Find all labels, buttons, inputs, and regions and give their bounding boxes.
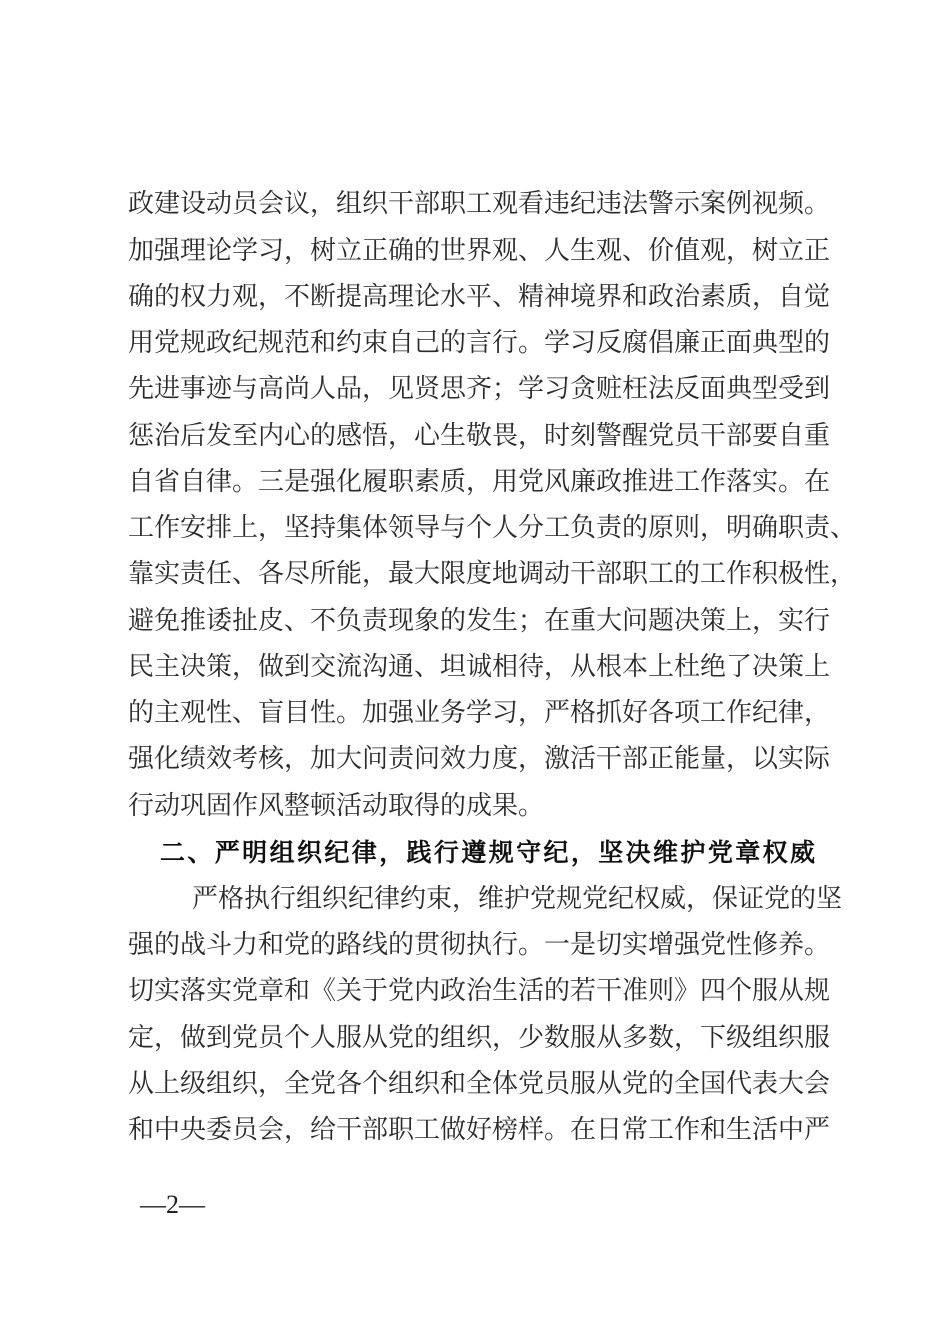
text-line: 政建设动员会议，组织干部职工观看违纪违法警示案例视频。 [128, 189, 831, 218]
text-line: 强化绩效考核，加大问责问效力度，激活干部正能量，以实际 [128, 744, 831, 773]
text-line: 行动巩固作风整顿活动取得的成果。 [128, 791, 545, 820]
text-line: 严格执行组织纪律约束，维护党规党纪权威，保证党的坚 [192, 884, 843, 913]
text-line: 和中央委员会，给干部职工做好榜样。在日常工作和生活中严 [128, 1115, 831, 1144]
text-line: 加强理论学习，树立正确的世界观、人生观、价值观，树立正 [128, 236, 831, 265]
text-line: 定，做到党员个人服从党的组织，少数服从多数，下级组织服 [128, 1023, 831, 1052]
text-line: 惩治后发至内心的感悟，心生敬畏，时刻警醒党员干部要自重 [128, 421, 831, 450]
text-line: 靠实责任、各尽所能，最大限度地调动干部职工的工作积极性， [128, 559, 857, 588]
text-line: 先进事迹与高尚人品，见贤思齐；学习贪赃枉法反面典型受到 [128, 374, 831, 403]
text-line: 切实落实党章和《关于党内政治生活的若干准则》四个服从规 [128, 976, 831, 1005]
text-line: 自省自律。三是强化履职素质，用党风廉政推进工作落实。在 [128, 467, 831, 496]
section-heading: 二、严明组织纪律，践行遵规守纪，坚决维护党章权威 [160, 838, 815, 867]
text-line: 确的权力观，不断提高理论水平、精神境界和政治素质，自觉 [128, 282, 831, 311]
text-line: 从上级组织，全党各个组织和全体党员服从党的全国代表大会 [128, 1069, 831, 1098]
text-line: 工作安排上，坚持集体领导与个人分工负责的原则，明确职责、 [128, 513, 857, 542]
text-line: 强的战斗力和党的路线的贯彻执行。一是切实增强党性修养。 [128, 930, 831, 959]
page-number: —2— [140, 1190, 205, 1219]
text-line: 民主决策，做到交流沟通、坦诚相待，从根本上杜绝了决策上 [128, 652, 831, 681]
text-line: 避免推诿扯皮、不负责现象的发生；在重大问题决策上，实行 [128, 606, 831, 635]
text-line: 用党规政纪规范和约束自己的言行。学习反腐倡廉正面典型的 [128, 328, 831, 357]
text-line: 的主观性、盲目性。加强业务学习，严格抓好各项工作纪律， [128, 698, 831, 727]
